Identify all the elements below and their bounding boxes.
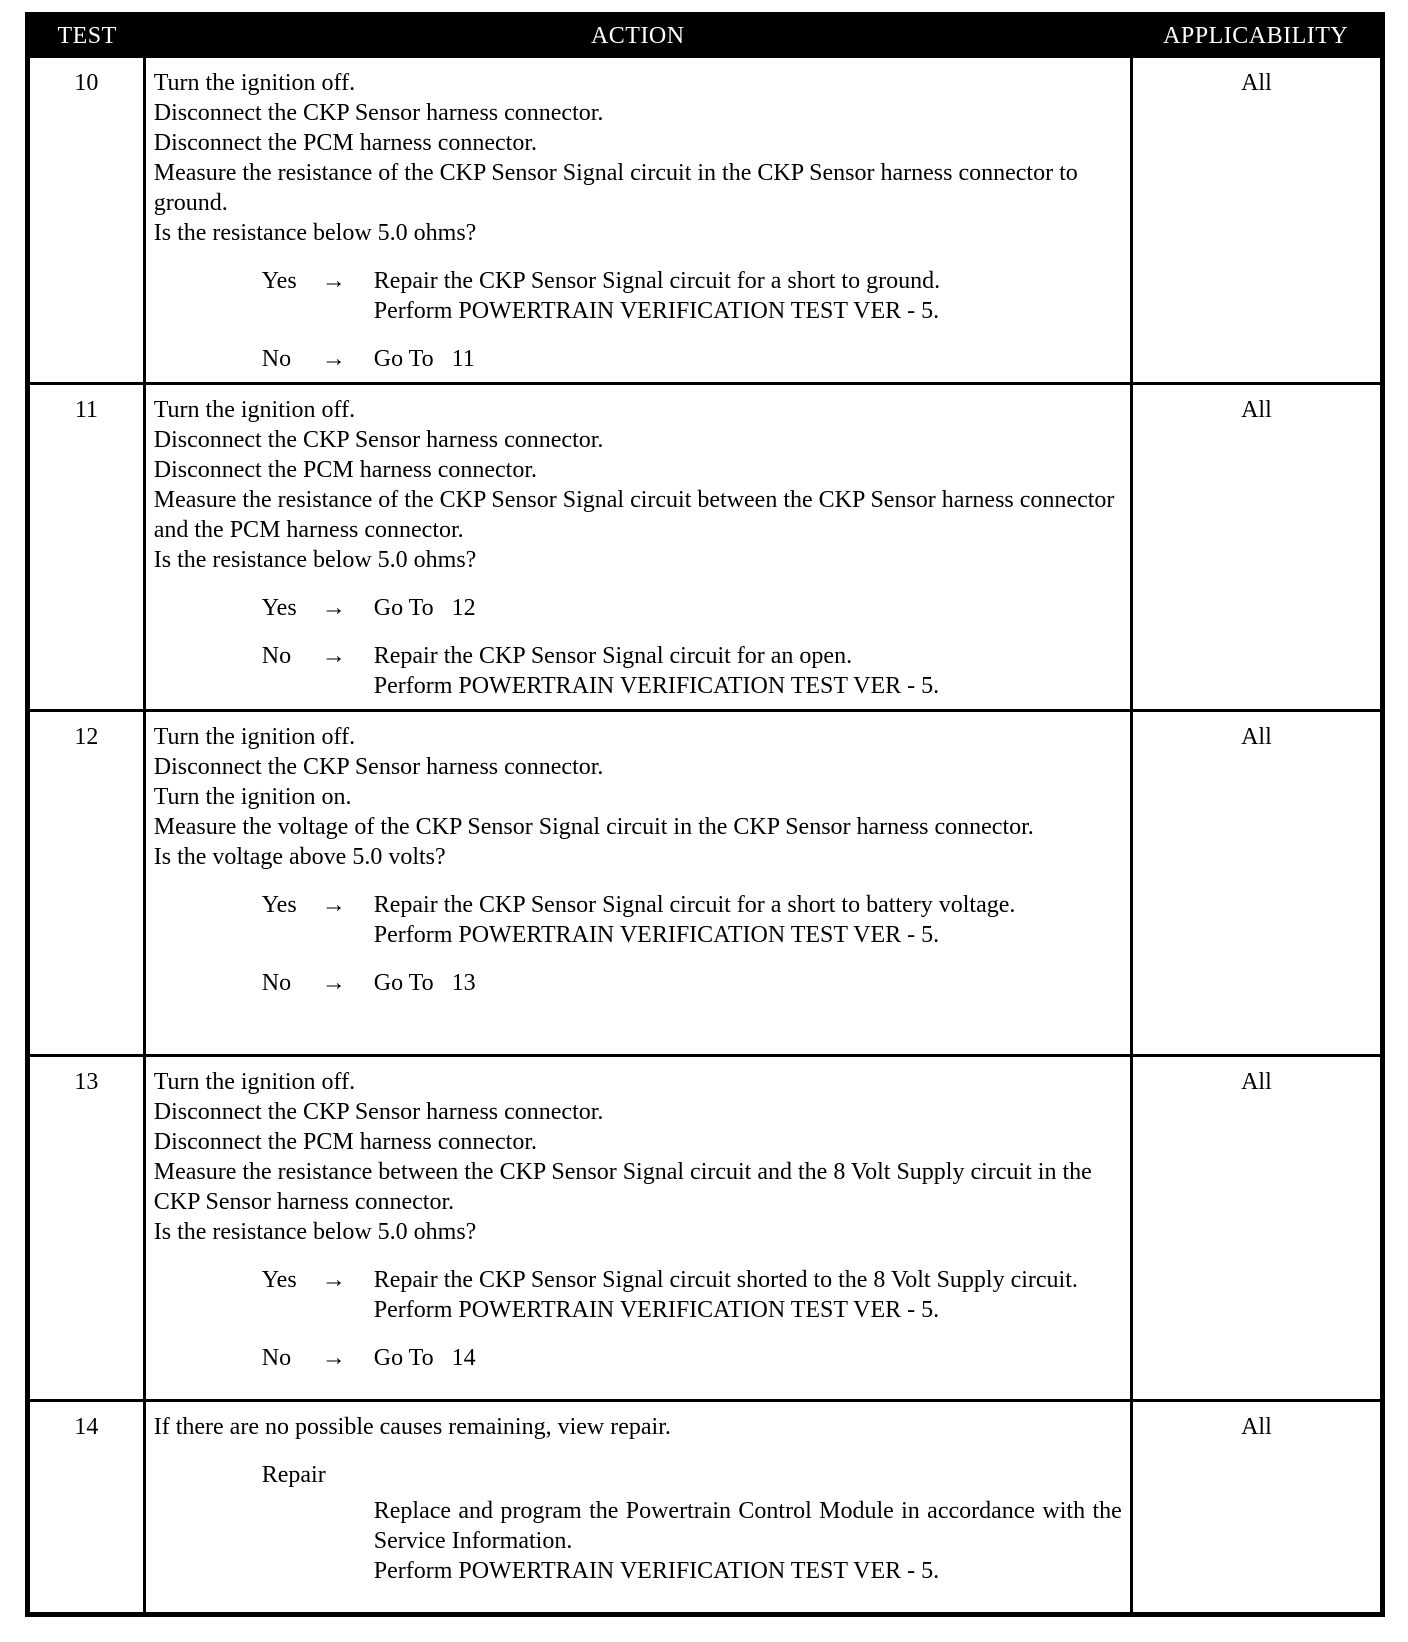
test-number: 11	[28, 384, 145, 711]
arrow-icon: →	[321, 346, 346, 372]
result-text: Repair the CKP Sensor Signal circuit shorted to the 8 Volt Supply circuit.	[373, 1267, 1078, 1293]
action-cell	[144, 1401, 1131, 1615]
step-text: Turn the ignition off.	[153, 397, 356, 423]
step-text: Turn the ignition off.	[153, 70, 356, 96]
step-text: Disconnect the PCM harness connector.	[153, 130, 537, 156]
action-cell	[144, 384, 1131, 711]
result-text: Perform POWERTRAIN VERIFICATION TEST VER - 5.	[373, 298, 940, 324]
test-number: 12	[28, 711, 145, 1056]
result-text: Perform POWERTRAIN VERIFICATION TEST VER - 5.	[373, 922, 940, 948]
goto-text: Go To 14	[373, 1345, 476, 1371]
yes-branch	[262, 890, 1122, 950]
test-number: 13	[28, 1056, 145, 1401]
result-text: Repair the CKP Sensor Signal circuit for a short to battery voltage.	[373, 892, 1016, 918]
step-text: Disconnect the CKP Sensor harness connector.	[153, 1099, 604, 1125]
applicability-cell: All	[1131, 384, 1382, 711]
no-label: No	[261, 643, 292, 669]
step-text: If there are no possible causes remaining, view repair.	[153, 1414, 671, 1440]
yes-branch	[262, 1265, 1122, 1325]
table-row	[28, 1056, 1383, 1401]
arrow-icon: →	[321, 1345, 346, 1371]
test-number: 14	[28, 1401, 145, 1615]
yes-label: Yes	[261, 892, 297, 918]
goto-text: Go To 12	[373, 595, 476, 621]
action-cell	[144, 57, 1131, 384]
step-text: Measure the resistance of the CKP Sensor Signal circuit between the CKP Sensor harness connector and the PCM harness connector.	[153, 487, 1115, 543]
arrow-icon: →	[321, 1267, 346, 1293]
step-text: Turn the ignition off.	[153, 724, 356, 750]
table-header-row	[28, 15, 1383, 57]
repair-instructions	[374, 1496, 1122, 1586]
table-row	[28, 57, 1383, 384]
applicability-cell: All	[1131, 711, 1382, 1056]
no-branch	[262, 1343, 1122, 1373]
repair-label: Repair	[261, 1462, 326, 1488]
step-text: Measure the resistance of the CKP Sensor Signal circuit in the CKP Sensor harness connector to ground.	[153, 160, 1078, 216]
action-cell	[144, 1056, 1131, 1401]
no-branch	[262, 344, 1122, 374]
goto-text: Go To 11	[373, 346, 475, 372]
no-label: No	[261, 970, 292, 996]
yes-label: Yes	[261, 595, 297, 621]
step-text: Disconnect the CKP Sensor harness connector.	[153, 100, 604, 126]
header-applicability: APPLICABILITY	[1131, 15, 1382, 57]
diagnostic-test-table	[25, 12, 1385, 1617]
yes-label: Yes	[261, 268, 297, 294]
step-text: Measure the voltage of the CKP Sensor Signal circuit in the CKP Sensor harness connector.	[153, 814, 1034, 840]
step-text: Disconnect the PCM harness connector.	[153, 1129, 537, 1155]
result-text: Repair the CKP Sensor Signal circuit for a short to ground.	[373, 268, 941, 294]
question-text: Is the voltage above 5.0 volts?	[153, 844, 446, 870]
yes-branch	[262, 266, 1122, 326]
goto-text: Go To 13	[373, 970, 476, 996]
result-text: Perform POWERTRAIN VERIFICATION TEST VER - 5.	[373, 1297, 940, 1323]
table-row	[28, 711, 1383, 1056]
header-test: TEST	[28, 15, 145, 57]
table-row	[28, 384, 1383, 711]
step-text: Turn the ignition off.	[153, 1069, 356, 1095]
arrow-icon: →	[321, 892, 346, 918]
repair-text: Perform POWERTRAIN VERIFICATION TEST VER - 5.	[373, 1558, 940, 1584]
step-text: Measure the resistance between the CKP Sensor Signal circuit and the 8 Volt Supply circuit in the CKP Sensor harness connector.	[153, 1159, 1092, 1215]
arrow-icon: →	[321, 970, 346, 996]
applicability-cell: All	[1131, 1401, 1382, 1615]
repair-text: Replace and program the Powertrain Control Module in accordance with the Service Information.	[373, 1498, 1122, 1554]
table-row	[28, 1401, 1383, 1615]
question-text: Is the resistance below 5.0 ohms?	[153, 547, 477, 573]
arrow-icon: →	[321, 268, 346, 294]
step-text: Disconnect the CKP Sensor harness connector.	[153, 754, 604, 780]
yes-branch	[262, 593, 1122, 623]
step-text: Disconnect the PCM harness connector.	[153, 457, 537, 483]
arrow-icon: →	[321, 643, 346, 669]
no-label: No	[261, 1345, 292, 1371]
yes-label: Yes	[261, 1267, 297, 1293]
question-text: Is the resistance below 5.0 ohms?	[153, 220, 477, 246]
result-text: Perform POWERTRAIN VERIFICATION TEST VER - 5.	[373, 673, 940, 699]
no-branch	[262, 968, 1122, 998]
applicability-cell: All	[1131, 1056, 1382, 1401]
question-text: Is the resistance below 5.0 ohms?	[153, 1219, 477, 1245]
step-text: Disconnect the CKP Sensor harness connector.	[153, 427, 604, 453]
no-label: No	[261, 346, 292, 372]
step-text: Turn the ignition on.	[153, 784, 352, 810]
no-branch	[262, 641, 1122, 701]
action-cell	[144, 711, 1131, 1056]
arrow-icon: →	[321, 595, 346, 621]
header-action: ACTION	[144, 15, 1131, 57]
applicability-cell: All	[1131, 57, 1382, 384]
test-number: 10	[28, 57, 145, 384]
result-text: Repair the CKP Sensor Signal circuit for an open.	[373, 643, 853, 669]
